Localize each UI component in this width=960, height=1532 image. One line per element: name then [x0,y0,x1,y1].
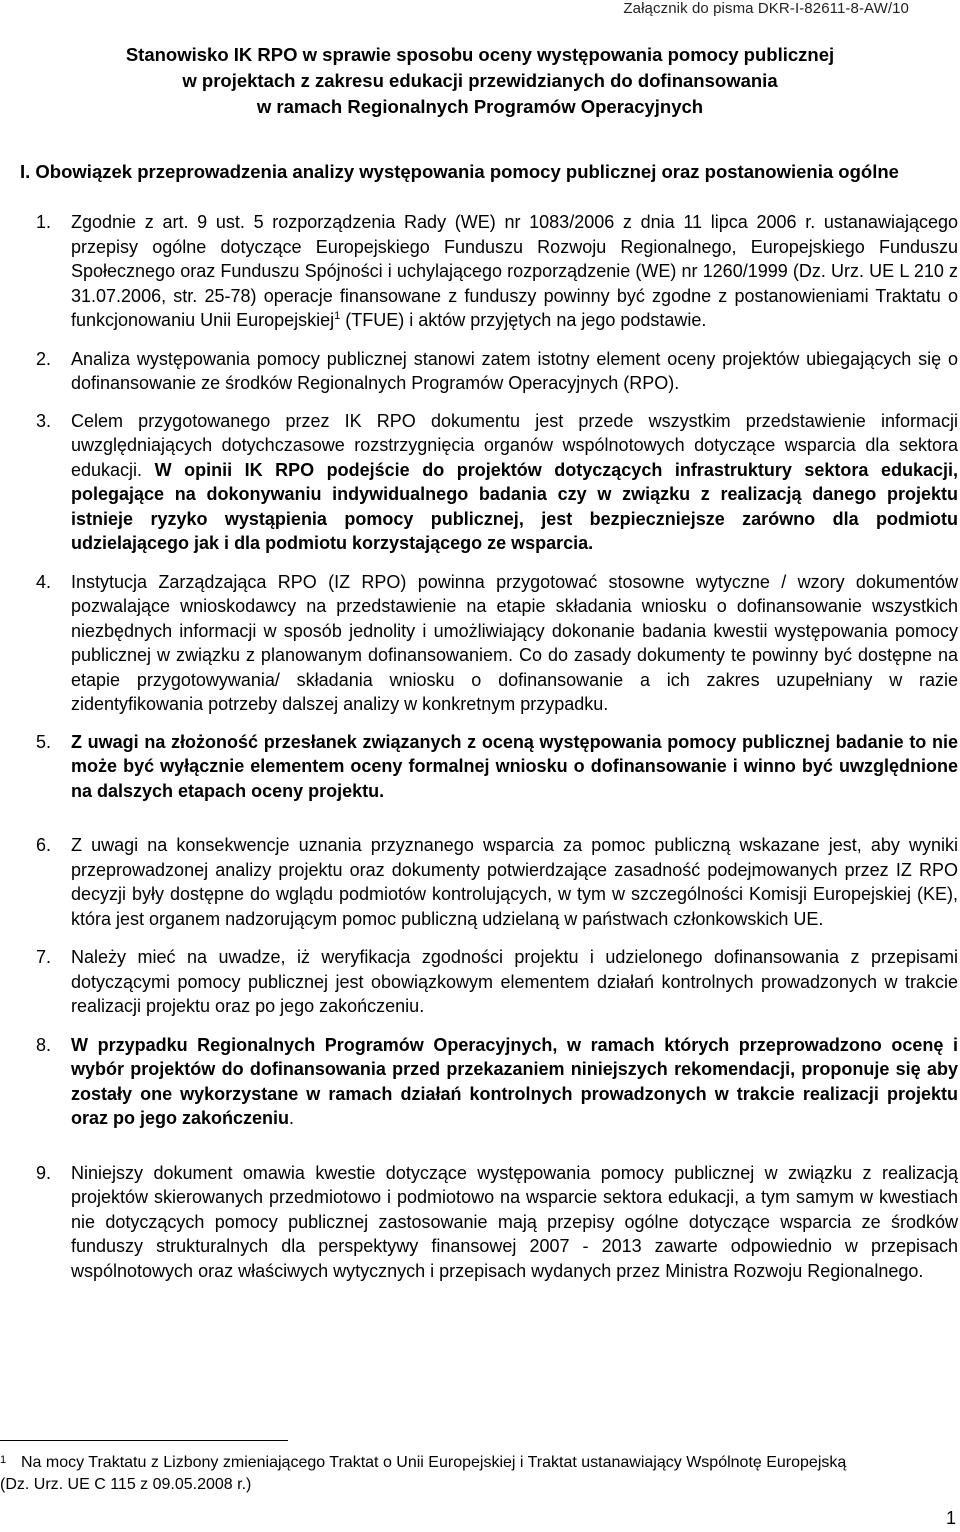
footnote-mark: 1 [0,1454,7,1466]
list-item [0,945,960,1019]
item-number: 2. [36,348,52,369]
item-number: 9. [36,1162,52,1183]
list-item [0,1161,960,1284]
footnote-text: (Dz. Urz. UE C 115 z 09.05.2008 r.) [0,1476,252,1493]
list-item [0,833,960,931]
item-bold-text: W przypadku Regionalnych Programów Operacyjnych, w ramach których przeprowadzono ocenę i wybór projektów do dofinansowania przed przekazaniem niniejszych rekomendacji, proponuje się aby zostały one wykorzystane w ramach działań kontrolnych prowadzonych w trakcie realizacji projektu oraz po jego zakończeniu [71,1034,958,1128]
item-text [71,730,958,804]
item-text-part: Zgodnie z art. 9 ust. 5 rozporządzenia Rady (WE) nr 1083/2006 z dnia 11 lipca 2006 r. ustanawiającego przepisy ogólne dotyczące Europejskiego Funduszu Rozwoju Regionalnego, Europejskiego Funduszu Społecznego oraz Funduszu Spójności i uchylającego rozporządzenie (WE) nr 1260/1999 (Dz. Urz. UE L 210 z 31.07.2006, str. 25-78) operacje finansowane z funduszy powinny być zgodne z postanowieniami Traktatu o funkcjonowaniu Unii Europejskiej [71,212,958,330]
footnote-text: Na mocy Traktatu z Lizbony zmieniającego Traktat o Unii Europejskiej i Traktat ustanawiający Wspólnotę Europejską [21,1454,847,1471]
title-line: w ramach Regionalnych Programów Operacyjnych [256,96,704,117]
title-line: Stanowisko IK RPO w sprawie sposobu oceny występowania pomocy publicznej [125,44,835,65]
numbered-list [0,210,960,1283]
item-text-part: Celem przygotowanego przez IK RPO dokumentu jest przede wszystkim przedstawienie informacji uwzględniających dotychczasowe rozstrzygnięcia organów wspólnotowych dotyczące wsparcia dla sektora edukacji. [71,410,958,480]
item-number: 7. [36,947,52,967]
list-item [0,210,960,333]
section-heading: I. Obowiązek przeprowadzenia analizy występowania pomocy publicznej oraz postanowienia ogólne [20,161,899,182]
item-text: Z uwagi na konsekwencje uznania przyznanego wsparcia za pomoc publiczną wskazane jest, aby wyniki przeprowadzonej analizy projektu oraz dokumenty potwierdzające zasadność podejmowanych przez IZ RPO decyzji były dostępne do wglądu podmiotów kontrolujących, w tym w szczególności Komisji Europejskiej (KE), która jest organem nadzorującym pomoc publiczną udzielaną w państwach członkowskich UE. [71,835,958,929]
footnote-reference[interactable]: 1 [334,310,341,322]
item-text-part: (TFUE) i aktów przyjętych na jego podstawie. [340,310,707,330]
item-text: Niniejszy dokument omawia kwestie dotyczące występowania pomocy publicznej w związku z realizacją projektów skierowanych przedmiotowo i podmiotowo na wsparcie sektora edukacji, a tym samym w kwestiach nie dotyczących pomocy publicznej zastosowanie mają przepisy ogólne dotyczące wsparcia ze środków funduszy strukturalnych dla perspektywy finansowej 2007 - 2013 zawarte odpowiednio w przepisach wspólnotowych oraz właściwych wytycznych i przepisach wydanych przez Ministra Rozwoju Regionalnego. [71,1162,958,1281]
item-number: 6. [36,835,52,855]
item-text: Należy mieć na uwadze, iż weryfikacja zgodności projektu i udzielonego dofinansowania z przepisami dotyczącymi pomocy publicznej jest obowiązkowym elementem działań kontrolnych prowadzonych w trakcie realizacji projektu oraz po jego zakończeniu. [71,947,958,1016]
item-text-part: . [289,1108,295,1128]
item-bold-text: W opinii IK RPO podejście do projektów dotyczących infrastruktury sektora edukacji, polegające na dokonywaniu indywidualnego badania czy w związku z realizacją danego projektu istnieje ryzyko wystąpienia pomocy publicznej, jest bezpieczniejsze zarówno dla podmiotu udzielającego jak i dla podmiotu korzystającego ze wsparcia. [71,459,958,553]
item-text [71,409,958,556]
item-text [71,1033,958,1131]
item-text: Analiza występowania pomocy publicznej stanowi zatem istotny element oceny projektów ubiegających się o dofinansowanie ze środków Regionalnych Programów Operacyjnych (RPO). [71,348,958,393]
item-bold-text: Z uwagi na złożoność przesłanek związanych z oceną występowania pomocy publicznej badanie to nie może być wyłącznie elementem oceny formalnej wniosku o dofinansowanie i winno być uwzględnione na dalszych etapach oceny projektu. [71,731,958,801]
footnote-separator [0,1440,288,1441]
attachment-reference: Załącznik do pisma DKR-I-82611-8-AW/10 [623,0,909,17]
title-line: w projektach z zakresu edukacji przewidzianych do dofinansowania [182,70,778,91]
item-text [71,210,958,333]
list-item [0,570,960,717]
item-number: 5. [36,731,52,752]
list-item [0,1033,960,1131]
item-number: 1. [36,212,52,232]
list-item [0,730,960,804]
item-number: 8. [36,1034,52,1055]
document-title [0,42,960,120]
item-number: 4. [36,571,52,592]
item-number: 3. [36,410,52,431]
footnote [0,1452,958,1496]
list-item [0,347,960,396]
item-text: Instytucja Zarządzająca RPO (IZ RPO) powinna przygotować stosowne wytyczne / wzory dokumentów pozwalające wnioskodawcy na przedstawienie na etapie składania wniosku o dofinansowanie wszystkich niezbędnych informacji w sposób jednolity i umożliwiający dokonanie badania kwestii występowania pomocy publicznej w związku z planowanym dofinansowaniem. Co do zasady dokumenty te powinny być dostępne na etapie przygotowywania/ składania wniosku o dofinansowanie a ich zakres uzupełniany w razie zidentyfikowania potrzeby dalszej analizy w konkretnym przypadku. [71,571,958,714]
page-number: 1 [945,1508,956,1528]
list-item [0,409,960,556]
